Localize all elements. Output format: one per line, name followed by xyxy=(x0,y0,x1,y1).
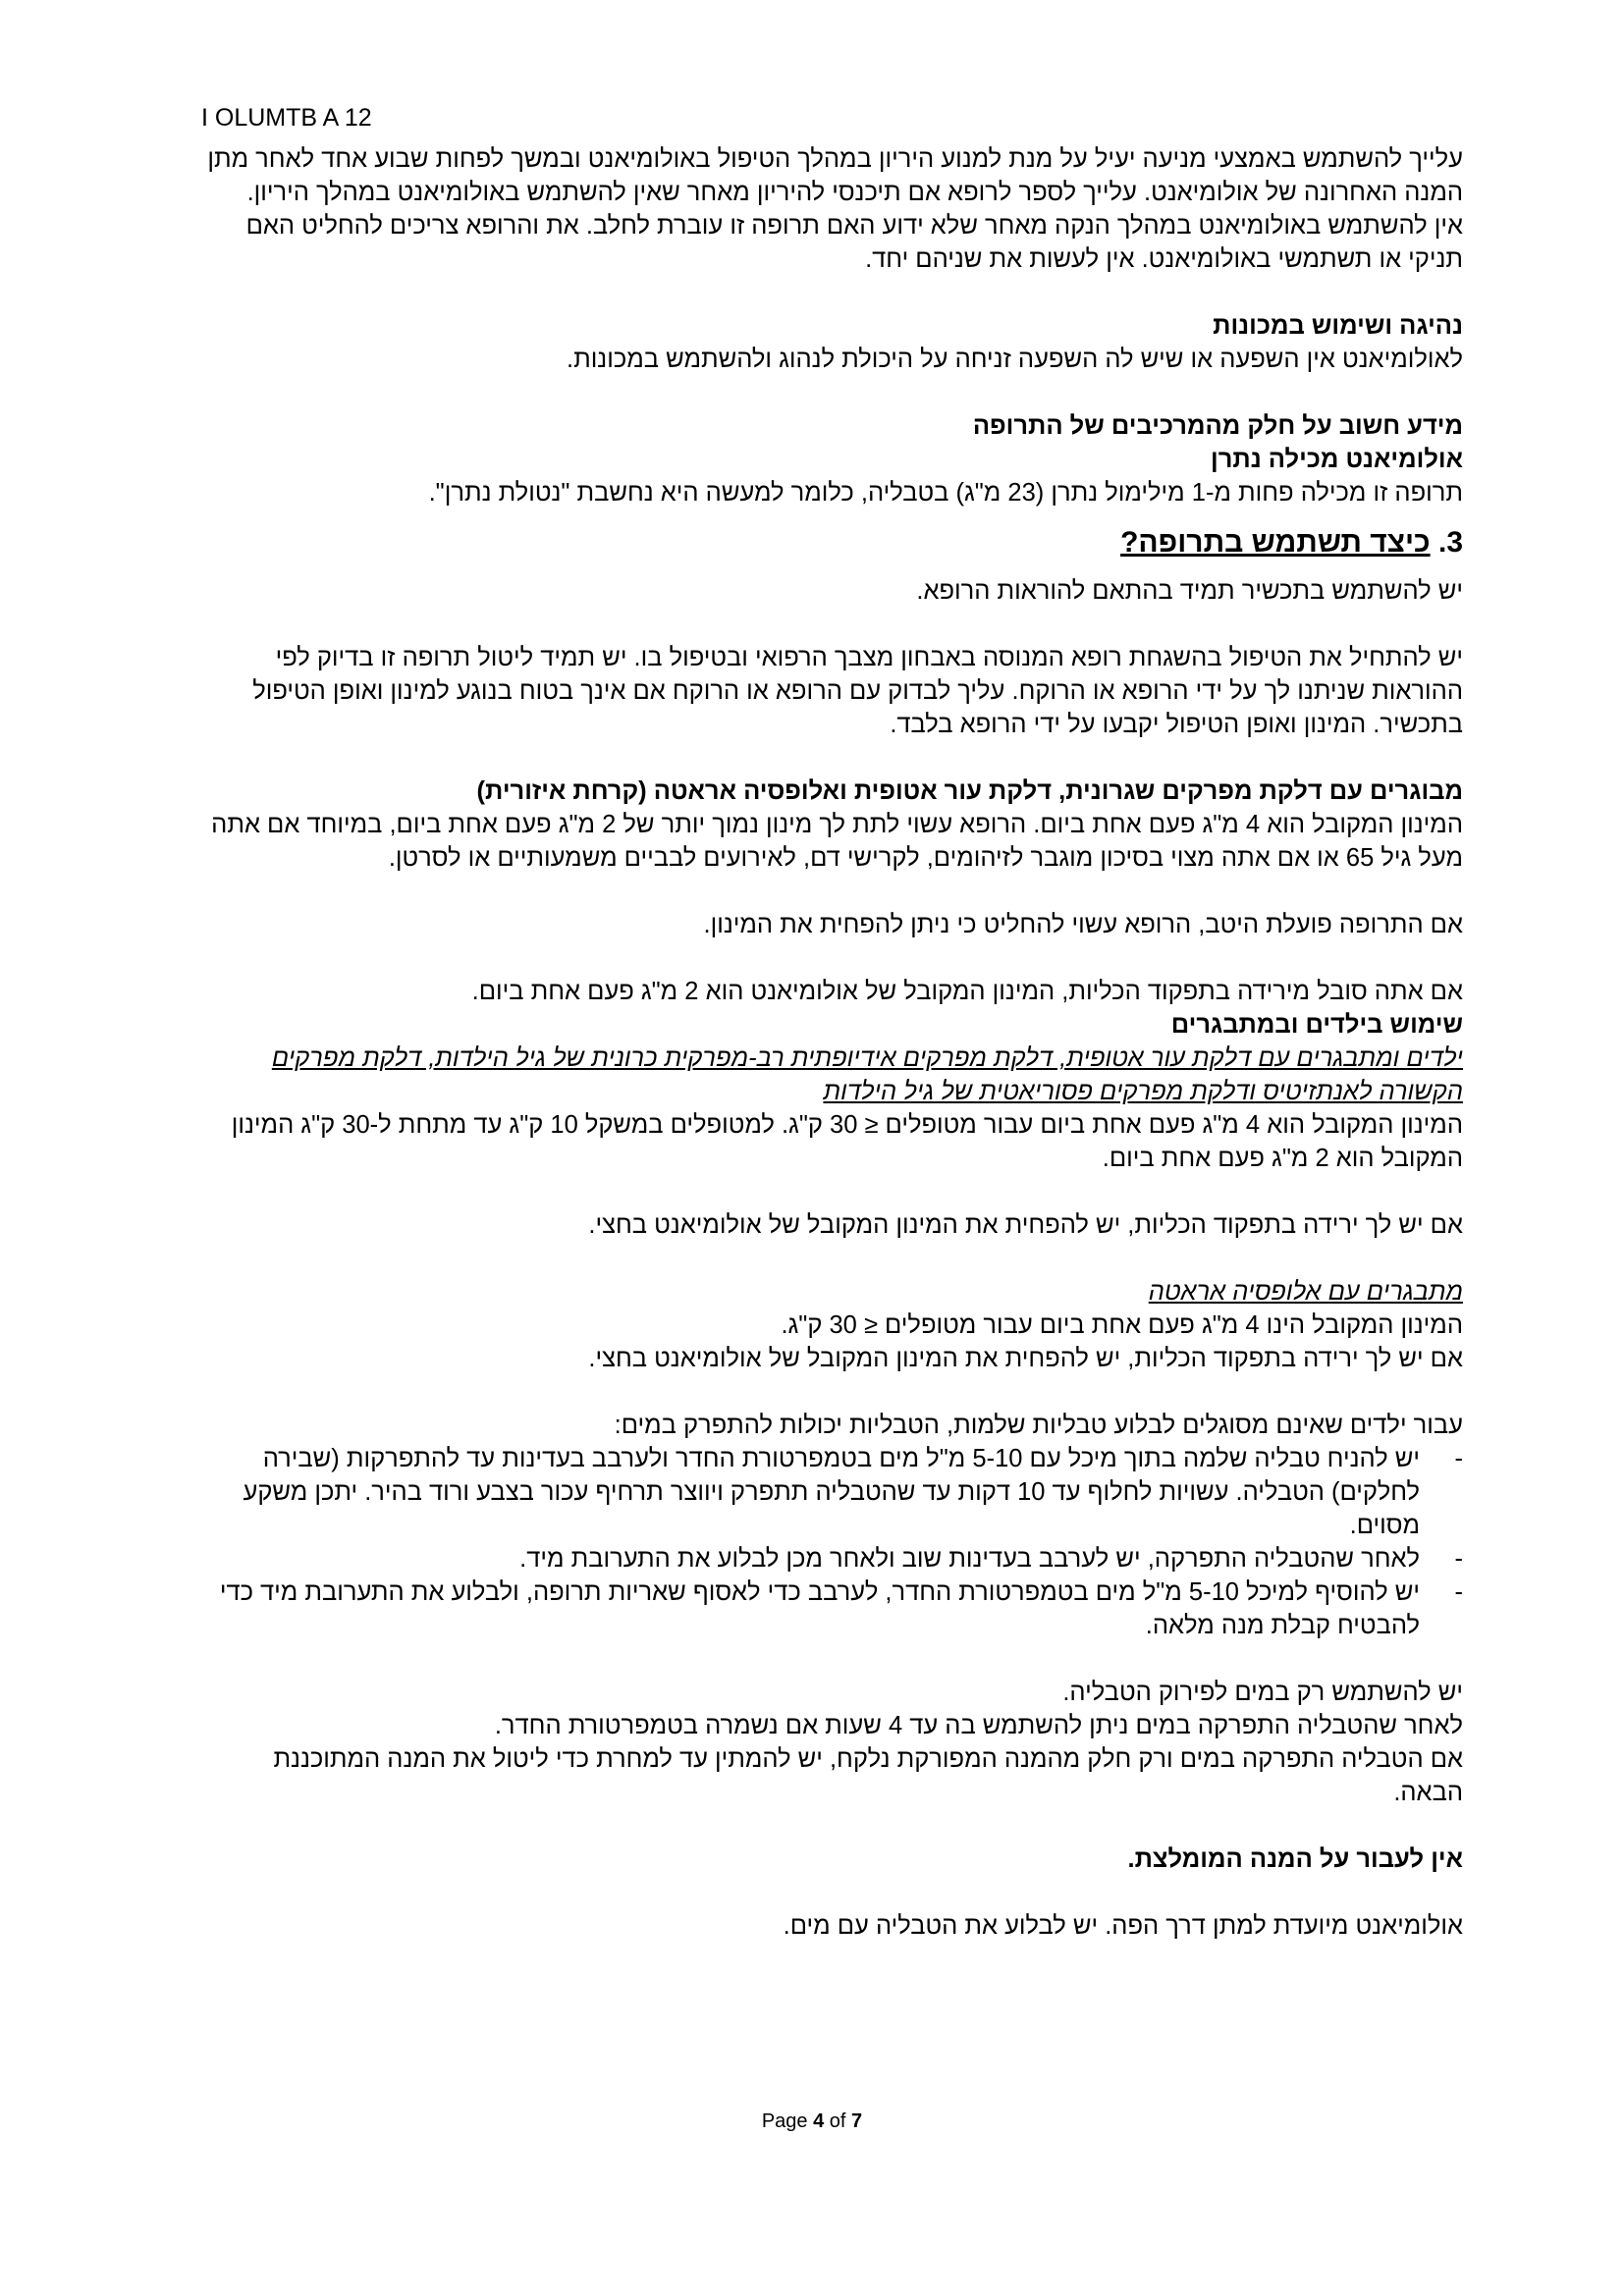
driving-heading: נהיגה ושימוש במכונות xyxy=(1213,312,1463,340)
list-item xyxy=(201,1542,1463,1575)
list-dash: - xyxy=(1454,1445,1463,1472)
alopecia-kidney-paragraph: אם יש לך ירידה בתפקוד הכליות, יש להפחית את המינון המקובל של אולומיאנט בחצי. xyxy=(588,1345,1463,1372)
children-subheading: ילדים ומתבגרים עם דלקת עור אטופית, דלקת מפרקים אידיופתית רב-מפרקית כרונית של גיל הילדות, דלקת מפרקים הקשורה לאנתזיטיס ודלקת מפרקים פסוריאטית של גיל הילדות xyxy=(271,1044,1463,1105)
use-intro-paragraph: יש להשתמש בתכשיר תמיד בהתאם להוראות הרופא. xyxy=(916,577,1463,605)
water-only-paragraph: יש להשתמש רק במים לפירוק הטבליה. xyxy=(1062,1679,1463,1706)
sodium-paragraph: תרופה זו מכילה פחות מ-1 מילימול נתרן (23 מ"ג) בטבליה, כלומר למעשה היא נחשבת "נטולת נתרן". xyxy=(428,479,1463,507)
partial-dose-paragraph: אם הטבליה התפרקה במים ורק חלק מהמנה המפורקת נלקח, יש להמתין עד למחרת כדי ליטול את המנה המתוכננת הבאה. xyxy=(273,1745,1463,1806)
of-word: of xyxy=(829,2110,846,2132)
leaflet-body xyxy=(201,142,1463,1943)
adults-reduce-paragraph: אם התרופה פועלת היטב, הרופא עשוי להחליט כי ניתן להפחית את המינון. xyxy=(703,911,1463,938)
start-treatment-paragraph: יש להתחיל את הטיפול בהשגחת רופא המנוסה באבחון מצבך הרפואי ובטיפול בו. יש תמיד ליטול תרופה זו בדיוק לפי ההוראות שניתנו לך על ידי הרופא או הרוקח. עליך לבדוק עם הרופא או הרוקח אם אינך בטוח בנוגע למינון ואופן הטיפול בתכשיר. המינון ואופן הטיפול יקבעו על ידי הרופא בלבד. xyxy=(252,644,1463,738)
no-exceed-warning: אין לעבור על המנה המומלצת. xyxy=(1127,1845,1463,1873)
list-item xyxy=(201,1575,1463,1642)
section-title-text: כיצד תשתמש בתרופה? xyxy=(1120,526,1431,559)
list-item-text: יש להניח טבליה שלמה בתוך מיכל עם 5-10 מ"ל מים בטמפרטורת החדר ולערבב בעדינות עד להתפרקות (שבירה לחלקים) הטבליה. עשויות לחלוף עד 10 דקות עד שהטבליה תתפרק ויווצר תרחיף עכור בצבע ורוד בהיר. יתכן משקע מסוים. xyxy=(243,1445,1420,1539)
contraception-paragraph: עלייך להשתמש באמצעי מניעה יעיל על מנת למנוע היריון במהלך הטיפול באולומיאנט ובמשך לפחות שבוע אחד לאחר מתן המנה האחרונה של אולומיאנט. עלייך לספר לרופא אם תיכנסי להיריון מאחר שאין להשתמש באולומיאנט במהלך היריון. xyxy=(207,145,1463,206)
dispersal-intro: עבור ילדים שאינם מסוגלים לבלוע טבליות שלמות, הטבליות יכולות להתפרק במים: xyxy=(614,1412,1463,1439)
sodium-heading: אולומיאנט מכילה נתרן xyxy=(1211,446,1463,473)
list-item xyxy=(201,1442,1463,1542)
page-number: 4 xyxy=(813,2110,825,2132)
list-dash: - xyxy=(1454,1545,1463,1573)
page-word: Page xyxy=(761,2110,808,2132)
dispersal-steps-list xyxy=(201,1442,1463,1642)
total-pages: 7 xyxy=(851,2110,863,2132)
alopecia-dose-paragraph: המינון המקובל הינו 4 מ"ג פעם אחת ביום עבור מטופלים ≤ 30 ק"ג. xyxy=(781,1311,1463,1339)
oral-use-paragraph: אולומיאנט מיועדת למתן דרך הפה. יש לבלוע את הטבליה עם מים. xyxy=(783,1912,1463,1940)
adults-dose-paragraph: המינון המקובל הוא 4 מ"ג פעם אחת ביום. הרופא עשוי לתת לך מינון נמוך יותר של 2 מ"ג פעם אחת ביום, במיוחד אם אתה מעל גיל 65 או אם אתה מצוי בסיכון מוגבר לזיהומים, לקרישי דם, לאירועים לבביים משמעותיים או לסרטן. xyxy=(211,811,1463,872)
document-code: I OLUMTB A 12 xyxy=(201,104,372,132)
driving-paragraph: לאולומיאנט אין השפעה או שיש לה השפעה זניחה על היכולת לנהוג ולהשתמש במכונות. xyxy=(566,346,1463,373)
adults-kidney-paragraph: אם אתה סובל מירידה בתפקוד הכליות, המינון המקובל של אולומיאנט הוא 2 מ"ג פעם אחת ביום. xyxy=(471,978,1463,1005)
children-kidney-paragraph: אם יש לך ירידה בתפקוד הכליות, יש להפחית את המינון המקובל של אולומיאנט בחצי. xyxy=(588,1211,1463,1239)
section-3-title xyxy=(201,523,1463,562)
four-hours-paragraph: לאחר שהטבליה התפרקה במים ניתן להשתמש בה עד 4 שעות אם נשמרה בטמפרטורת החדר. xyxy=(494,1712,1463,1739)
children-dose-paragraph: המינון המקובל הוא 4 מ"ג פעם אחת ביום עבור מטופלים ≤ 30 ק"ג. למטופלים במשקל 10 ק"ג עד מתחת ל-30 ק"ג המינון המקובל הוא 2 מ"ג פעם אחת ביום. xyxy=(231,1111,1463,1172)
page-footer xyxy=(0,2109,1624,2134)
list-dash: - xyxy=(1454,1578,1463,1606)
alopecia-subheading: מתבגרים עם אלופסיה אראטה xyxy=(1148,1278,1463,1306)
children-heading: שימוש בילדים ובמתבגרים xyxy=(1170,1011,1463,1039)
list-item-text: לאחר שהטבליה התפרקה, יש לערבב בעדינות שוב ולאחר מכן לבלוע את התערובת מיד. xyxy=(519,1545,1420,1573)
section-number: 3. xyxy=(1437,526,1463,559)
ingredients-heading: מידע חשוב על חלק מהמרכיבים של התרופה xyxy=(972,412,1463,440)
breastfeeding-paragraph: אין להשתמש באולומיאנט במהלך הנקה מאחר שלא ידוע האם תרופה זו עוברת לחלב. את והרופא צריכים להחליט האם תניקי או תשתמשי באולומיאנט. אין לעשות את שניהם יחד. xyxy=(245,212,1463,273)
adults-heading: מבוגרים עם דלקת מפרקים שגרונית, דלקת עור אטופית ואלופסיה אראטה (קרחת איזורית) xyxy=(476,777,1463,805)
list-item-text: יש להוסיף למיכל 5-10 מ"ל מים בטמפרטורת החדר, לערבב כדי לאסוף שאריות תרופה, ולבלוע את התערובת מיד כדי להבטיח קבלת מנה מלאה. xyxy=(219,1578,1420,1639)
